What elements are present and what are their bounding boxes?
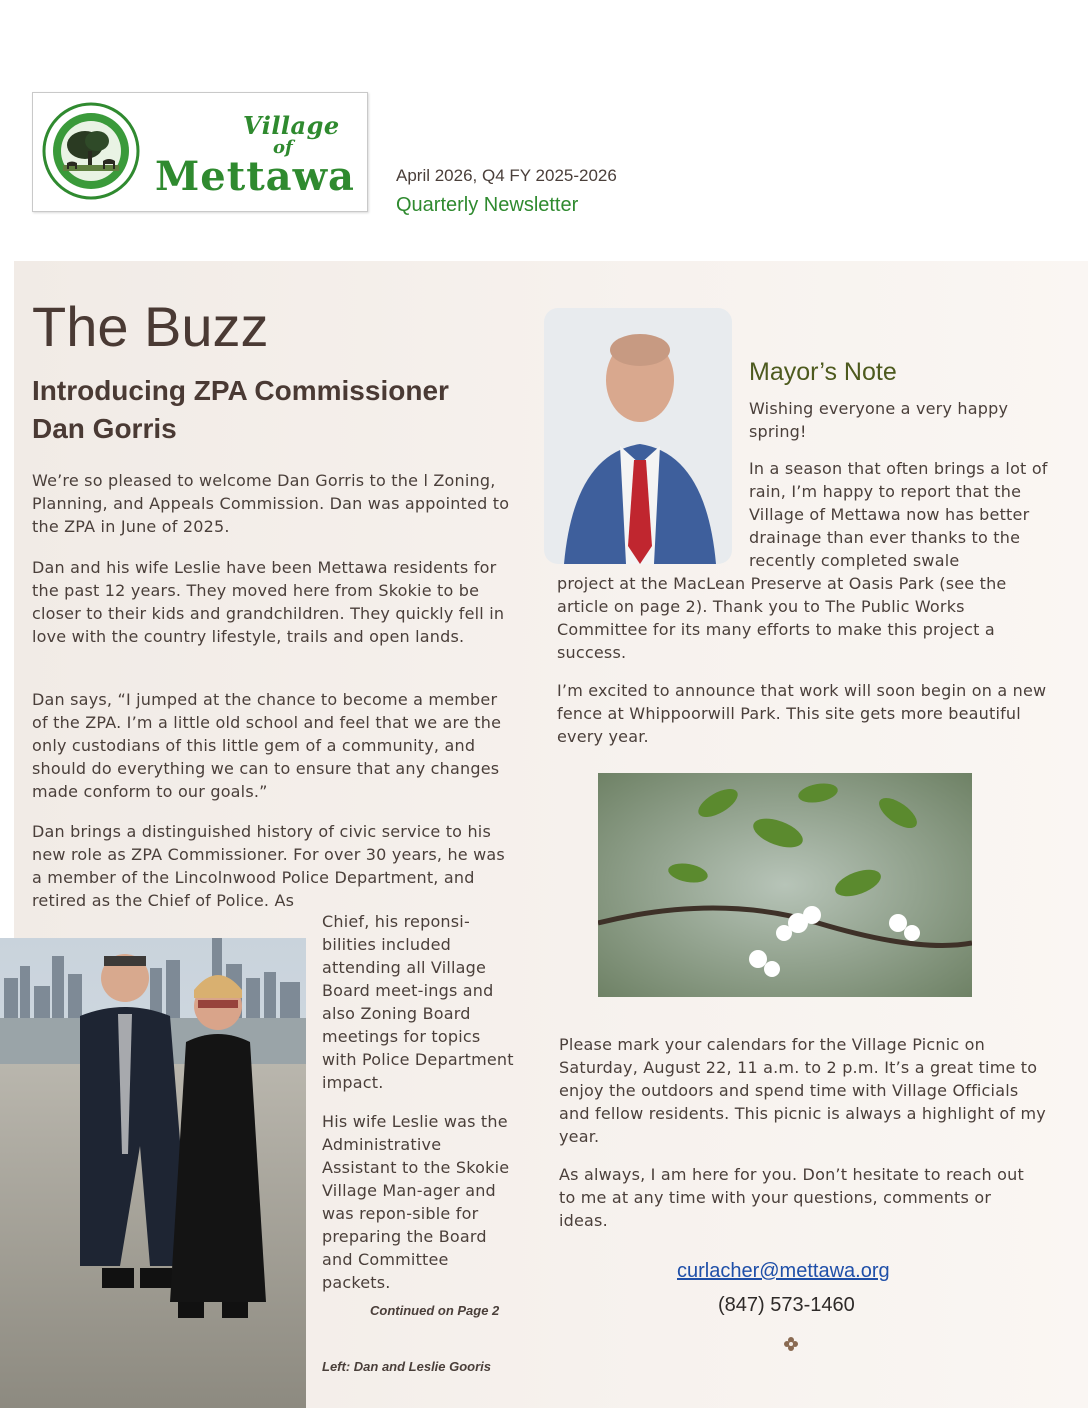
logo-mettawa-text: Mettawa (155, 153, 355, 200)
flower-ornament-icon (783, 1336, 799, 1352)
continued-note: Continued on Page 2 (370, 1303, 500, 1318)
issue-date: April 2026, Q4 FY 2025-2026 (396, 166, 617, 185)
article-paragraph: Chief, his reponsi-bilities included attending all Village Board meet-ings and also Zoning Board meetings for topics with Police Department impact. (322, 912, 514, 1092)
couple-photo (0, 938, 306, 1408)
article-paragraph: Dan brings a distinguished history of civic service to his new role as ZPA Commissioner. For over 30 years, he was a member of the Lincolnwood Police Department, and retired as the Chief of Police. As (32, 822, 505, 910)
blossom-photo (598, 773, 972, 997)
village-seal-icon (41, 101, 141, 201)
article-paragraph: Dan and his wife Leslie have been Mettawa residents for the past 12 years. They moved here from Skokie to be closer to their kids and grandchildren. They quickly fell in love with the country lifestyle, trails and open lands. (32, 558, 505, 646)
article-paragraph: We’re so pleased to welcome Dan Gorris to the l Zoning, Planning, and Appeals Commission. Dan was appointed to the ZPA in June of 2025. (32, 471, 510, 536)
logo-of-text: of (273, 137, 293, 158)
mayor-phone: (847) 573-1460 (718, 1294, 855, 1316)
mayor-paragraph: Wishing everyone a very happy spring! (749, 399, 1009, 441)
article-title (32, 372, 512, 448)
mayor-paragraph: Please mark your calendars for the Village Picnic on Saturday, August 22, 11 a.m. to 2 p.m. It’s a great time to enjoy the outdoors and spend time with Village Officials and fellow residents. This picnic is always a highlight of my year. (559, 1035, 1046, 1146)
photo-caption: Left: Dan and Leslie Gooris (322, 1359, 492, 1374)
mayor-paragraph: As always, I am here for you. Don’t hesitate to reach out to me at any time with your questions, comments or ideas. (559, 1165, 1024, 1230)
mayor-paragraph: project at the MacLean Preserve at Oasis Park (see the article on page 2). Thank you to The Public Works Committee for its many efforts to make this project a success. (557, 574, 1007, 662)
village-logo (32, 92, 368, 212)
section-title: The Buzz (32, 295, 269, 358)
issue-type: Quarterly Newsletter (396, 194, 579, 216)
article-title-line2: Dan Gorris (32, 413, 177, 444)
article-paragraph: Dan says, “I jumped at the chance to become a member of the ZPA. I’m a little old school and feel that we are the only custodians of this little gem of a community, and should do everything we can to ensure that any changes made conform to our goals.” (32, 690, 502, 801)
mayor-email-link[interactable]: curlacher@mettawa.org (677, 1260, 890, 1282)
mayor-note-heading: Mayor’s Note (749, 358, 897, 386)
article-title-line1: Introducing ZPA Commissioner (32, 375, 449, 406)
mayor-photo (544, 308, 732, 564)
article-paragraph: His wife Leslie was the Administrative Assistant to the Skokie Village Man-ager and was repon-sible for preparing the Board and Committee packets. (322, 1112, 510, 1292)
logo-village-text: Village (243, 111, 340, 140)
mayor-paragraph: In a season that often brings a lot of rain, I’m happy to report that the Village of Mettawa now has better drainage than ever thanks to the recently completed swale (749, 459, 1048, 570)
mayor-paragraph: I’m excited to announce that work will soon begin on a new fence at Whippoorwill Park. This site gets more beautiful every year. (557, 681, 1047, 746)
